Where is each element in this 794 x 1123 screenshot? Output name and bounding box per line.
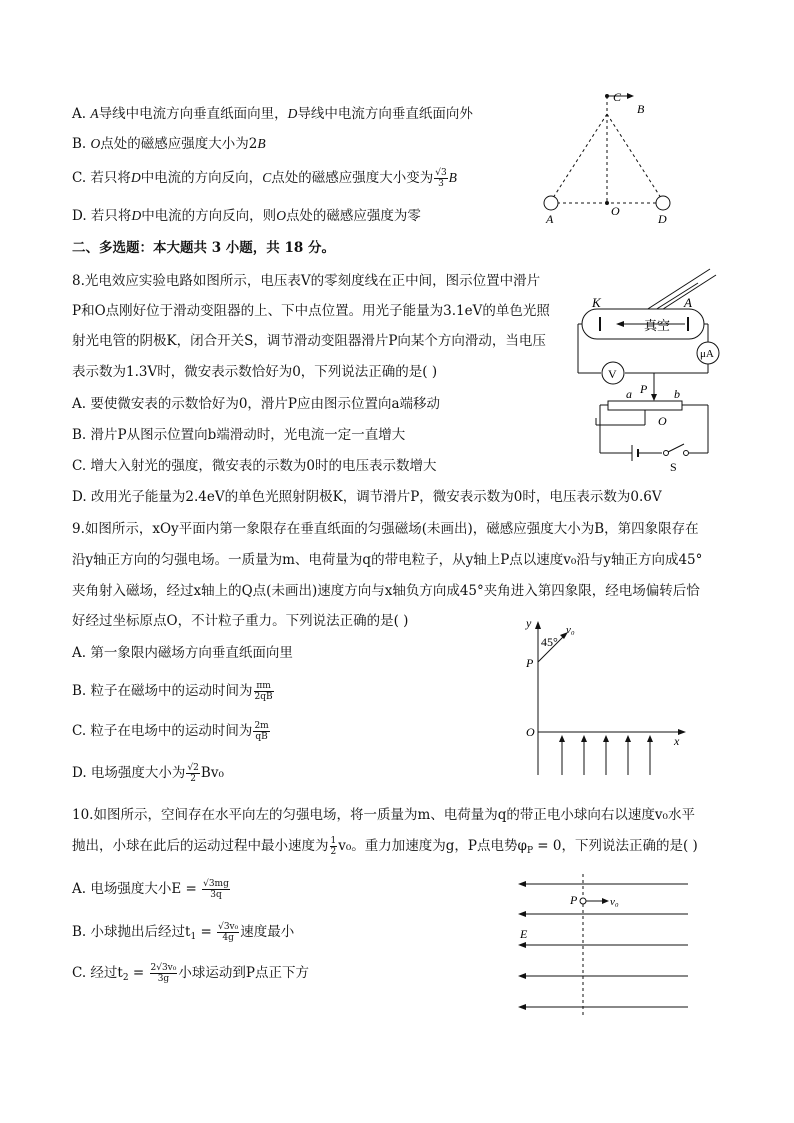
q9-stem-line4: 好经过坐标原点O，不计粒子重力。下列说法正确的是( ) xyxy=(72,613,409,629)
fig10-label-v0: v₀ xyxy=(610,896,619,908)
fig8-label-b-end: b xyxy=(674,387,680,401)
q7-option-d: D. 若只将D中电流的方向反向，则O点处的磁感应强度为零 xyxy=(72,208,421,224)
q9-option-a: A. 第一象限内磁场方向垂直纸面向里 xyxy=(72,645,293,661)
fig8-label-s: S xyxy=(670,460,677,474)
q9-option-c: C. 粒子在电场中的运动时间为 $\frac{2m}{qB}$ xyxy=(72,721,269,742)
q7-option-c: C. 若只将D中电流的方向反向，C点处的磁感应强度大小变为 $\frac{√3}{3}$ B xyxy=(72,168,457,189)
fig9-label-angle: 45° xyxy=(541,635,558,649)
fig8-label-p: P xyxy=(640,382,648,396)
q9-stem-line3: 夹角射入磁场，经过x轴上的Q点(未画出)速度方向与x轴负方向成45°夹角进入第四象限，经电场偏转后恰 xyxy=(72,583,700,599)
fig8-label-voltmeter: V xyxy=(608,367,617,381)
fig8-label-o: O xyxy=(658,414,667,428)
fig7-label-a: A xyxy=(546,212,554,226)
figure-q10-field xyxy=(510,870,700,1020)
q7-option-b: B. O点处的磁感应强度大小为2B xyxy=(72,136,266,152)
fig9-label-x: x xyxy=(674,734,680,748)
q8-stem-line2: P和O点刚好位于滑动变阻器的上、下中点位置。用光子能量为3.1eV的单色光照 xyxy=(72,303,550,319)
fig10-label-p: P xyxy=(570,893,578,907)
fig8-label-vacuum: 真空 xyxy=(644,318,671,333)
q10-stem-line2: 抛出，小球在此后的运动过程中最小速度为 $\frac{1}{2}$ v₀。重力加速度为g，P点电势$\varphi_P = 0$，下列说法正确的是( ) xyxy=(72,836,698,857)
figure-q7-triangle xyxy=(530,88,690,228)
fig8-label-a: A xyxy=(684,295,692,310)
figure-q9-axes xyxy=(520,615,690,780)
q9-stem-line1: 9.如图所示，xOy平面内第一象限存在垂直纸面的匀强磁场(未画出)，磁感应强度大小为B，第四象限存在 xyxy=(72,521,699,537)
fig9-label-p: P xyxy=(526,656,534,670)
fig9-label-o: O xyxy=(526,725,535,739)
q10-stem-line1: 10.如图所示，空间存在水平向左的匀强电场，将一质量为m、电荷量为q的带正电小球向右以速度v₀水平 xyxy=(72,807,695,823)
q10-option-c: C. 经过$t_2$ = $\frac{\text{2√3v₀}}{3g}$ 小球运动到P点正下方 xyxy=(72,963,309,984)
q8-stem-line3: 射光电管的阴极K，闭合开关S，调节滑动变阻器滑片P向某个方向滑动，当电压 xyxy=(72,333,546,349)
q8-stem-line1: 8.光电效应实验电路如图所示，电压表V的零刻度线在正中间，图示位置中滑片 xyxy=(72,273,541,289)
q9-option-d: D. 电场强度大小为 $\frac{√2}{2}$ Bv₀ xyxy=(72,763,224,784)
q8-option-a: A. 要使微安表的示数恰好为0，滑片P应由图示位置向a端移动 xyxy=(72,396,441,412)
section-heading-multiple-choice: 二、多选题：本大题共 3 小题，共 18 分。 xyxy=(72,240,335,256)
fig9-label-y: y xyxy=(526,616,532,630)
figure-q8-circuit xyxy=(570,265,730,475)
q9-stem-line2: 沿y轴正方向的匀强电场。一质量为m、电荷量为q的带电粒子，从y轴上P点以速度v₀沿与y轴正方向成45° xyxy=(72,552,703,568)
q9-option-b: B. 粒子在磁场中的运动时间为 $\frac{\pi m}{2qB}$ xyxy=(72,681,273,702)
q8-stem-line4: 表示数为1.3V时，微安表示数恰好为0，下列说法正确的是( ) xyxy=(72,364,438,380)
fig9-label-v0: v₀ xyxy=(566,624,575,636)
q8-option-b: B. 滑片P从图示位置向b端滑动时，光电流一定一直增大 xyxy=(72,427,406,443)
fig7-label-o: O xyxy=(611,204,620,218)
q8-option-d: D. 改用光子能量为2.4eV的单色光照射阴极K，调节滑片P，微安表示数为0时，电压表示数为0.6V xyxy=(72,489,662,505)
fig8-label-a-end: a xyxy=(626,387,632,401)
fig7-label-c: C xyxy=(613,90,622,104)
q7-option-a: A. A导线中电流方向垂直纸面向里，D导线中电流方向垂直纸面向外 xyxy=(72,106,473,122)
q10-option-b: B. 小球抛出后经过$t_1$ = $\frac{\text{√3v₀}}{4g}$ 速度最小 xyxy=(72,922,295,943)
fig8-label-k: K xyxy=(592,295,601,310)
q10-option-a: A. 电场强度大小E = $\frac{√3mg}{3q}$ xyxy=(72,879,229,900)
q8-option-c: C. 增大入射光的强度，微安表的示数为0时的电压表示数增大 xyxy=(72,458,437,474)
fig8-label-microammeter: μA xyxy=(700,348,714,360)
fig7-label-b: B xyxy=(637,102,645,116)
fig7-label-d: D xyxy=(658,212,667,226)
fig10-label-e: E xyxy=(520,927,528,941)
